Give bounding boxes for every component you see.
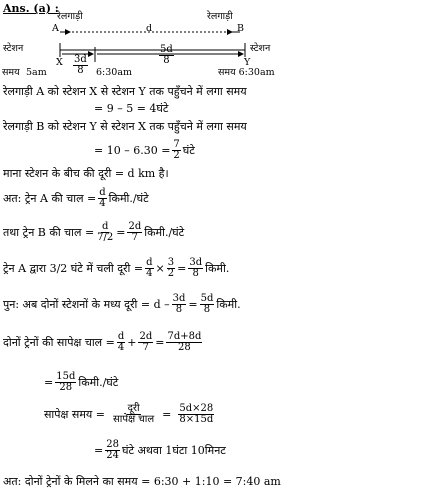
- frac-5d-8: $\frac{5d}{8}$: [160, 44, 173, 66]
- point-y-label: Y: [244, 57, 251, 68]
- time-left-value: 5am: [26, 67, 47, 78]
- time-left-label: समय: [2, 67, 20, 78]
- line-11: = $\frac{15d}{28}$ किमी./घंटे: [44, 371, 119, 393]
- line-8: ट्रेन A द्वारा 3/2 घंटे में चली दूरी = $\frac{d}{4}$ × $\frac{3}{2}$ = $\frac{3d}{8}$ किमी.: [3, 257, 230, 279]
- point-x-label: X: [56, 57, 63, 68]
- line-9: पुन: अब दोनों स्टेशनों के मध्य दूरी = d – $\frac{3d}{8}$ = $\frac{5d}{8}$ किमी.: [3, 293, 241, 315]
- frac-3d-8: $\frac{3d}{8}$: [74, 54, 87, 76]
- line-1: रेलगाड़ी A को स्टेशन X से स्टेशन Y तक पहुँचने में लगा समय: [3, 85, 247, 98]
- line-4: = 10 – 6.30 = $\frac{7}{2}$ घंटे: [94, 139, 195, 161]
- line-7: तथा ट्रेन B की चाल = $\frac{d}{7/2}$ = $\frac{2d}{7}$ किमी./घंटे: [3, 221, 185, 243]
- train-left-label: रेलगाड़ी: [57, 11, 83, 22]
- station-right-label: स्टेशन: [250, 43, 271, 54]
- time-mid: 6:30am: [96, 67, 133, 78]
- train-right-label: रेलगाड़ी: [207, 11, 233, 22]
- time-right: समय 6:30am: [218, 67, 275, 78]
- line-2: = 9 – 5 = 4घंटे: [94, 102, 169, 115]
- line-5: माना स्टेशन के बीच की दूरी = d km है।: [3, 167, 169, 180]
- line-12: सापेक्ष समय = $\frac{\text{दूरी}}{\text{सापेक्ष चाल}}$ = $\frac{5d\times 28}{8\times 15d}$: [44, 403, 214, 425]
- line-10: दोनों ट्रेनों की सापेक्ष चाल = $\frac{d}{4}$ + $\frac{2d}{7}$ = $\frac{7d+8d}{28}$: [3, 331, 202, 353]
- point-a-label: A: [52, 23, 59, 34]
- mid-d-label: d: [146, 23, 153, 34]
- answer-heading: Ans. (a) :: [3, 2, 59, 15]
- line-13: = $\frac{28}{24}$ घंटे अथवा 1घंटा 10मिनट: [94, 439, 226, 461]
- station-left-label: स्टेशन: [3, 43, 24, 54]
- line-6: अत: ट्रेन A की चाल = $\frac{d}{4}$ किमी./घंटे: [3, 187, 149, 209]
- line-14: अत: दोनों ट्रेनों के मिलने का समय = 6:30 + 1:10 = 7:40 am: [3, 475, 281, 488]
- line-3: रेलगाड़ी B को स्टेशन Y से स्टेशन X तक पहुँचने में लगा समय: [3, 120, 247, 133]
- train-diagram: [0, 10, 436, 80]
- point-b-label: B: [237, 23, 244, 34]
